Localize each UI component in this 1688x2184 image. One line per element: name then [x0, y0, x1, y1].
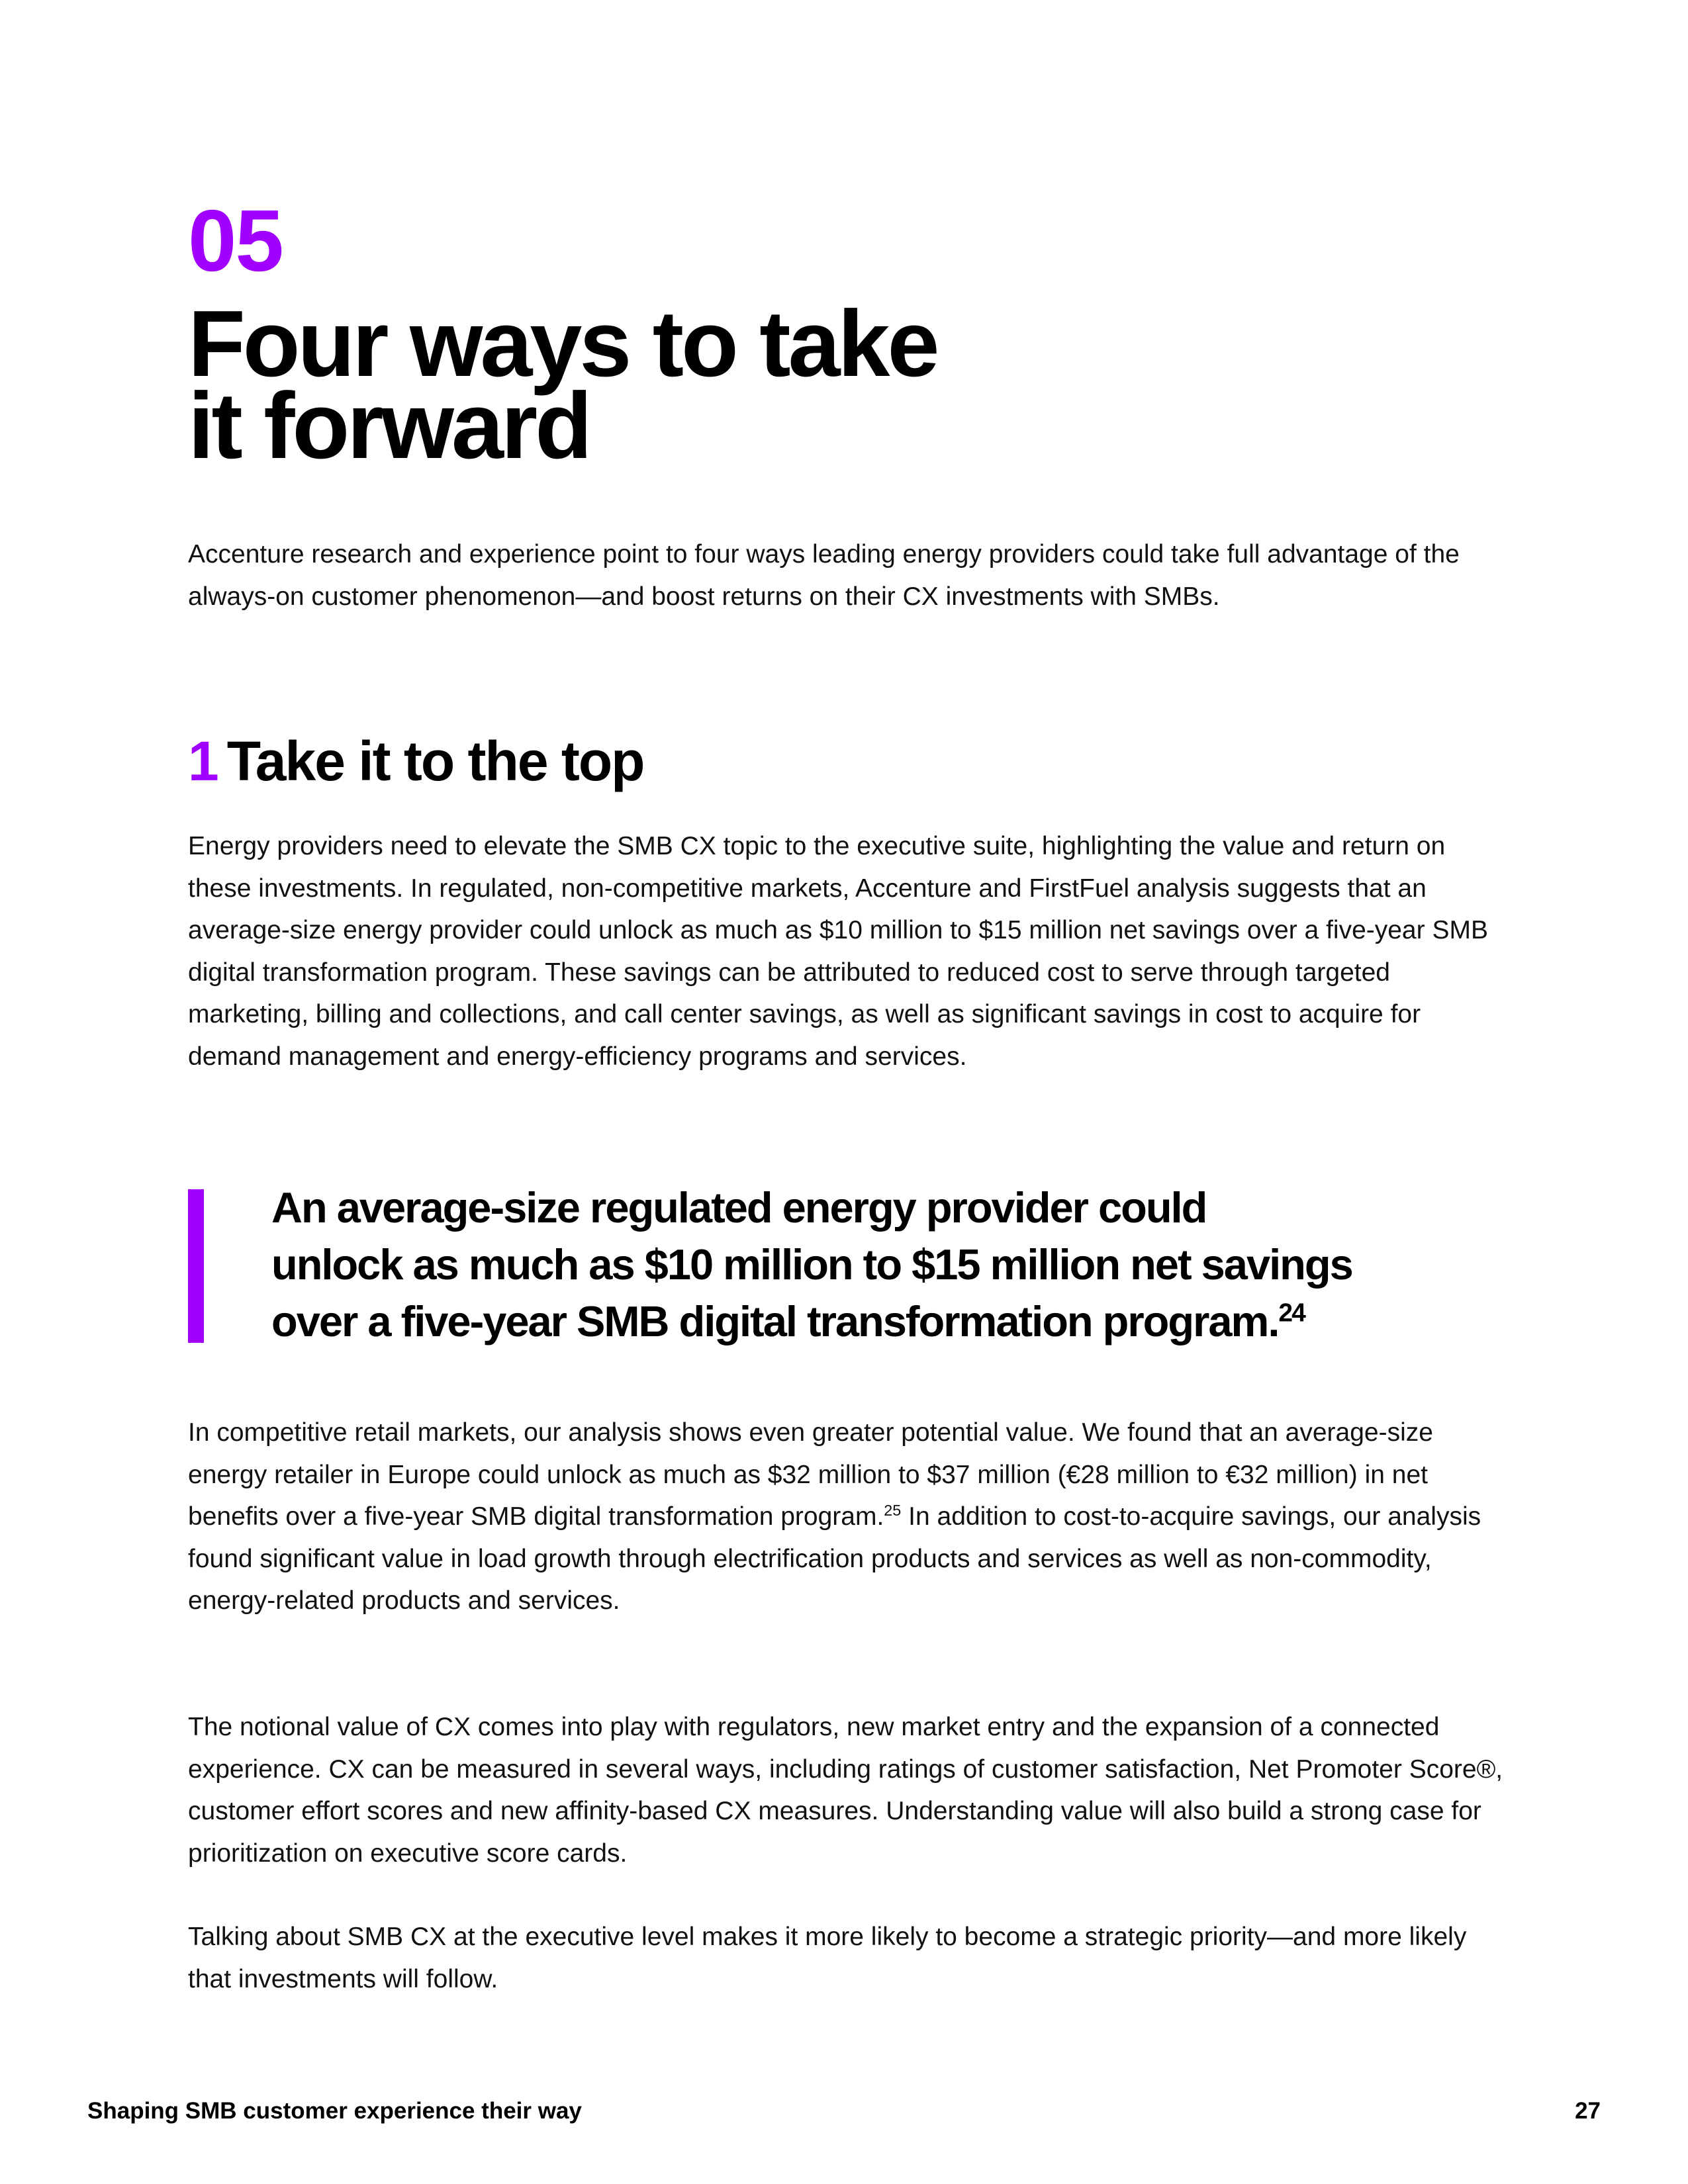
- page-number: 27: [1575, 2098, 1601, 2124]
- subsection-title: Take it to the top: [226, 730, 644, 792]
- subsection-heading: [188, 730, 644, 792]
- footnote-ref-25: 25: [884, 1502, 902, 1519]
- pullquote-line-3: [271, 1293, 1503, 1350]
- pullquote-accent-bar: [188, 1189, 204, 1343]
- body-paragraph-2-rest: In addition to cost-to-acquire savings, our analysis found significant value in load growth through electrification products and services as well as non-commodity, energy-related products and services.: [188, 1502, 1481, 1615]
- pullquote-line-2: unlock as much as $10 million to $15 million net savings: [271, 1240, 1352, 1289]
- section-number: 05: [188, 192, 283, 289]
- pullquote: [271, 1179, 1503, 1350]
- page-title-line-2: it forward: [188, 373, 590, 478]
- pullquote-line-1: An average-size regulated energy provider could: [271, 1183, 1207, 1232]
- body-paragraph-3: The notional value of CX comes into play with regulators, new market entry and the expansion of a connected experience. CX can be measured in several ways, including ratings of customer satisfaction, Net Promoter Score®, customer effort scores and new affinity-based CX measures. Understanding value will also build a strong case for prioritization on executive score cards.: [188, 1713, 1503, 1868]
- subsection-number: 1: [188, 730, 218, 792]
- page-title: [188, 291, 1313, 478]
- body-paragraph-2-text: In competitive retail markets, our analysis shows even greater potential value. We found that an average-size energy retailer in Europe could unlock as much as $32 million to $37 million (€28 million to €32 million) in net benefits over a five-year SMB digital transformation program.: [188, 1418, 1433, 1531]
- pullquote-line-3-text: over a five-year SMB digital transformation program.: [271, 1297, 1279, 1345]
- footer-document-title: Shaping SMB customer experience their way: [87, 2098, 582, 2124]
- body-paragraph-4: Talking about SMB CX at the executive level makes it more likely to become a strategic priority—and more likely that investments will follow.: [188, 1923, 1467, 1993]
- page-title-line-1: Four ways to take: [188, 291, 937, 396]
- intro-paragraph: Accenture research and experience point to four ways leading energy providers could take full advantage of the always-on customer phenomenon—and boost returns on their CX investments with SMBs.: [188, 540, 1460, 611]
- footnote-ref-24: 24: [1278, 1298, 1305, 1328]
- body-paragraph-2: [188, 1412, 1512, 1622]
- body-paragraph-1: Energy providers need to elevate the SMB CX topic to the executive suite, highlighting the value and return on these investments. In regulated, non-competitive markets, Accenture and FirstFuel analysis suggests that an average-size energy provider could unlock as much as $10 million to $15 million net savings over a five-year SMB digital transformation program. These savings can be attributed to reduced cost to serve through targeted marketing, billing and collections, and call center savings, as well as significant savings in cost to acquire for demand management and energy-efficiency programs and services.: [188, 832, 1488, 1071]
